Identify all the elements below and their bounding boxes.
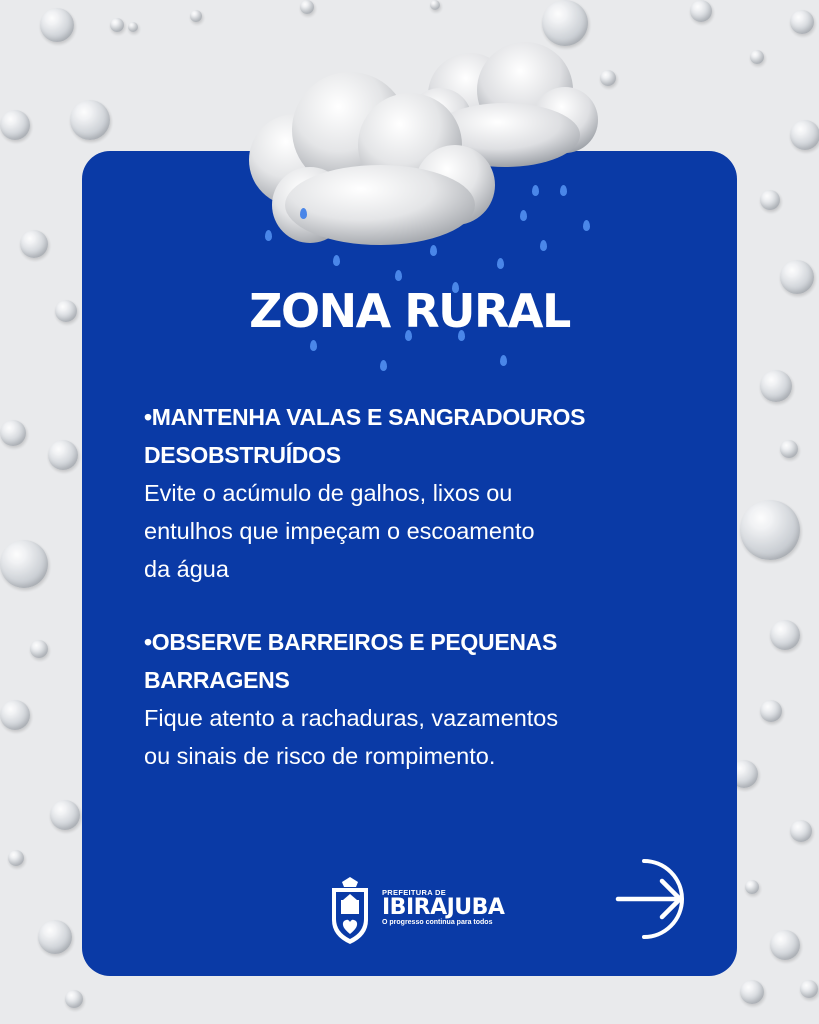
tip-item-1 — [144, 398, 684, 588]
raindrop — [395, 270, 402, 281]
tip-heading-line: •MANTENHA VALAS E SANGRADOUROS — [144, 404, 586, 430]
raindrop — [333, 255, 340, 266]
raindrop — [583, 220, 590, 231]
arrow-right-circle-icon — [614, 856, 696, 942]
raindrop — [380, 360, 387, 371]
raindrop — [497, 258, 504, 269]
crest-icon — [328, 876, 372, 946]
tip-text-line: Fique atento a rachaduras, vazamentos — [144, 705, 559, 731]
tip-text-line: entulhos que impeçam o escoamento — [144, 518, 535, 544]
raindrop — [520, 210, 527, 221]
raindrop — [300, 208, 307, 219]
tip-heading-line: BARRAGENS — [144, 667, 290, 693]
raindrop — [540, 240, 547, 251]
tip-heading-line: •OBSERVE BARREIROS E PEQUENAS — [144, 629, 558, 655]
next-button[interactable] — [614, 856, 696, 942]
tip-heading-line: DESOBSTRUÍDOS — [144, 442, 341, 468]
logo-prefix: PREFEITURA DE — [382, 888, 447, 897]
logo-slogan: O progresso continua para todos — [382, 919, 493, 926]
prefeitura-logo — [328, 876, 508, 948]
raindrop — [310, 340, 317, 351]
tip-item-2 — [144, 623, 684, 775]
page-title: ZONA RURAL — [249, 284, 570, 338]
raindrop — [532, 185, 539, 196]
tip-text-line: da água — [144, 556, 229, 582]
tip-text-line: ou sinais de risco de rompimento. — [144, 743, 496, 769]
raindrop — [430, 245, 437, 256]
tip-text-line: Evite o acúmulo de galhos, lixos ou — [144, 480, 513, 506]
logo-name: IBIRAJUBA — [382, 895, 505, 920]
raindrop — [265, 230, 272, 241]
raindrop — [500, 355, 507, 366]
raindrop — [560, 185, 567, 196]
